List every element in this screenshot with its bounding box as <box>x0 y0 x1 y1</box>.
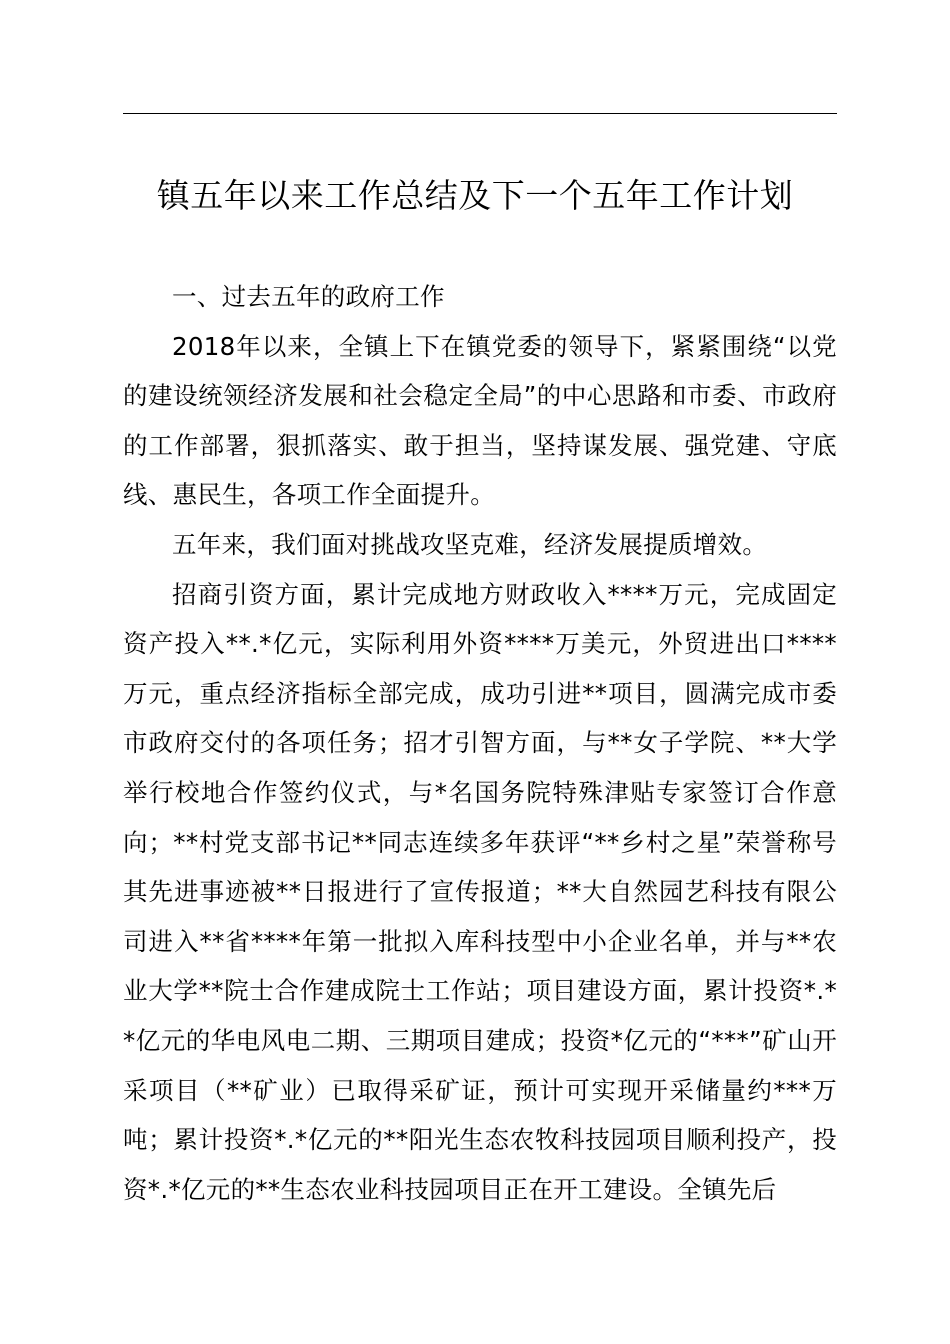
paragraph-summary: 五年来，我们面对挑战攻坚克难，经济发展提质增效。 <box>172 529 768 559</box>
section-heading: 一、过去五年的政府工作 <box>172 282 445 311</box>
document-title: 镇五年以来工作总结及下一个五年工作计划 <box>156 176 794 215</box>
paragraph-intro: 2018年以来，全镇上下在镇党委的领导下，紧紧围绕“以党的建设统领经济发展和社会稳定全局”的中心思路和市委、市政府的工作部署，狠抓落实、敢于担当，坚持谋发展、强党建、守底线、惠民生，各项工作全面提升。 <box>123 331 837 510</box>
header-rule <box>123 113 837 114</box>
paragraph-investment: 招商引资方面，累计完成地方财政收入****万元，完成固定资产投入**.*亿元，实际利用外资****万美元，外贸进出口****万元，重点经济指标全部完成，成功引进**项目，圆满完成市委市政府交付的各项任务；招才引智方面，与**女子学院、**大学举行校地合作签约仪式，与*名国务院特殊津贴专家签订合作意向；**村党支部书记**同志连续多年获评“**乡村之星”荣誉称号其先进事迹被**日报进行了宣传报道；**大自然园艺科技有限公司进入**省****年第一批拟入库科技型中小企业名单，并与**农业大学**院士合作建成院士工作站；项目建设方面，累计投资*.**亿元的华电风电二期、三期项目建成；投资*亿元的“***”矿山开采项目（**矿业）已取得采矿证，预计可实现开采储量约***万吨；累计投资*.*亿元的**阳光生态农牧科技园项目顺利投产，投资*.*亿元的**生态农业科技园项目正在开工建设。全镇先后 <box>123 579 837 1204</box>
document-body <box>123 272 837 1214</box>
